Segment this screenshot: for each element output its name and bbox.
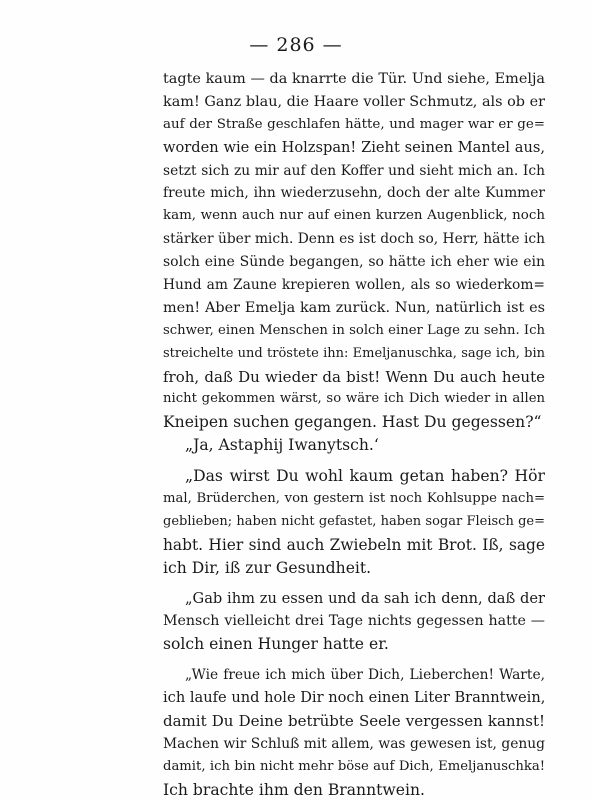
text-line: damit Du Deine betrübte Seele vergessen kannst!	[163, 712, 545, 731]
text-line: setzt sich zu mir auf den Koffer und sieht mich an. Ich	[163, 162, 545, 179]
text-line: tagte kaum — da knarrte die Tür. Und siehe, Emelja	[163, 71, 545, 87]
text-line: mal, Brüderchen, von gestern ist noch Kohlsuppe nach=	[163, 491, 545, 507]
text-line: damit, ich bin nicht mehr böse auf Dich, Emeljanuschka!	[163, 758, 545, 774]
text-line: solch eine Sünde begangen, so hätte ich eher wie ein	[163, 254, 545, 271]
text-line: nicht gekommen wärst, so wäre ich Dich wieder in allen	[163, 391, 545, 407]
paragraph	[163, 664, 545, 801]
text-line: kam! Ganz blau, die Haare voller Schmutz, als ob er	[163, 93, 545, 110]
text-line: men! Aber Emelja kam zurück. Nun, natürlich ist es	[163, 299, 545, 316]
text-line: ich Dir, iß zur Gesundheit.	[163, 558, 372, 577]
paragraph	[163, 434, 545, 457]
text-line: auf der Straße geschlafen hätte, und mager war er ge=	[163, 116, 545, 132]
text-line: Hund am Zaune krepieren wollen, als so wiederkom=	[163, 277, 545, 294]
text-line: streichelte und tröstete ihn: Emeljanuschka, sage ich, bin	[163, 345, 545, 361]
text-line: ich laufe und hole Dir noch einen Liter Branntwein,	[163, 689, 546, 707]
text-line: froh, daß Du wieder da bist! Wenn Du auch heute	[163, 367, 545, 386]
text-line: „Gab ihm zu essen und da sah ich denn, daß der	[185, 589, 545, 607]
body-text	[163, 68, 545, 802]
text-line: „Das wirst Du wohl kaum getan haben? Hör	[185, 467, 545, 486]
text-line: stärker über mich. Denn es ist doch so, Herr, hätte ich	[163, 231, 545, 248]
text-line: kam, wenn auch nur auf einen kurzen Augenblick, noch	[163, 208, 545, 224]
paragraph-gap	[163, 580, 545, 588]
text-line: Mensch vielleicht drei Tage nichts gegessen hatte —	[163, 613, 545, 630]
paragraph	[163, 588, 545, 657]
paragraph	[163, 68, 545, 434]
page-number: — 286 —	[249, 34, 343, 56]
text-line: geblieben; haben nicht gefastet, haben sogar Fleisch ge=	[163, 513, 545, 529]
text-line: freute mich, ihn wiederzusehn, doch der alte Kummer	[163, 185, 545, 202]
paragraph	[163, 465, 545, 579]
text-line: schwer, einen Menschen in solch einer Lage zu sehn. Ich	[163, 322, 545, 338]
text-line: habt. Hier sind auch Zwiebeln mit Brot. Iß, sage	[163, 535, 545, 554]
text-line: Kneipen suchen gegangen. Hast Du gegessen?“	[163, 413, 542, 432]
paragraph-gap	[163, 656, 545, 664]
text-line: Machen wir Schluß mit allem, was gewesen ist, genug	[163, 735, 545, 752]
text-line: „Wie freue ich mich über Dich, Lieberchen! Warte,	[185, 667, 545, 684]
text-line: „Ja, Astaphij Iwanytsch.‘	[185, 436, 379, 455]
paragraph-gap	[163, 457, 545, 465]
text-line: Ich brachte ihm den Branntwein.	[163, 780, 425, 799]
text-line: worden wie ein Holzspan! Zieht seinen Mantel aus,	[163, 138, 545, 156]
text-line: solch einen Hunger hatte er.	[163, 635, 389, 654]
